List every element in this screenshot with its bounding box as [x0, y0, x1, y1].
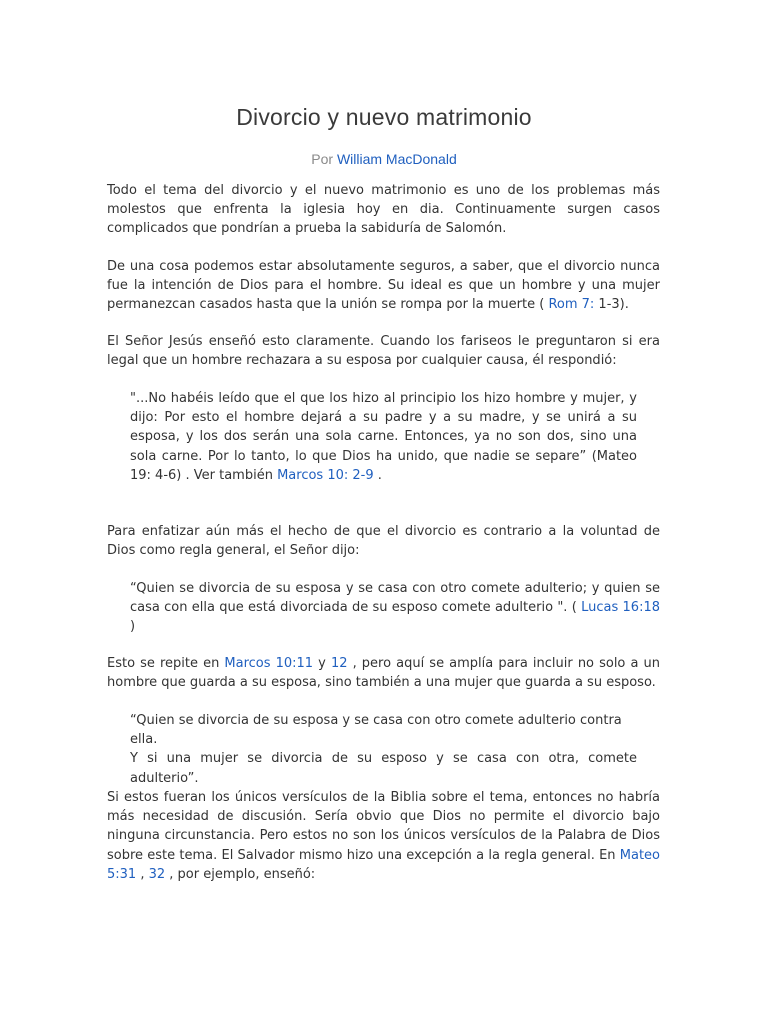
- quote-text: "...No habéis leído que el que los hizo al principio los hizo hombre y mujer, y dijo: Por esto el hombre dejará a su padre y a su madre, y se unirá a su esposa, y los dos serán una sola carne. Entonces, ya no son dos, sino una sola carne. Por lo tanto, lo que Dios ha unido, que nadie se separe” (Mateo 19: 4-6) . Ver también: [130, 391, 637, 483]
- paragraph-text-after: , por ejemplo, enseñó:: [165, 866, 316, 882]
- paragraph-text: Para enfatizar aún más el hecho de que el divorcio es contrario a la voluntad de Dios como regla general, el Señor dijo:: [107, 524, 660, 559]
- paragraph-text-after: 1-3).: [594, 297, 629, 313]
- paragraph-jesus-taught: [107, 332, 660, 370]
- scripture-link-lucas-16-18[interactable]: Lucas 16:18: [581, 600, 660, 616]
- paragraph-intro-text: Todo el tema del divorcio y el nuevo matrimonio es uno de los problemas más molestos que enfrenta la iglesia hoy en dia. Continuamente surgen casos complicados que pondrían a prueba la sabiduría de Salomón.: [107, 183, 660, 237]
- scripture-link-mateo-5-31[interactable]: Mateo 5:31: [107, 847, 660, 882]
- paragraph-repeated: [107, 654, 660, 692]
- paragraph-exception: [107, 788, 660, 884]
- paragraph-text-mid: y: [313, 656, 331, 671]
- blockquote-marcos-10: [130, 711, 637, 788]
- quote-line: “Quien se divorcia de su esposa y se casa con otro comete adulterio contra ella.: [130, 713, 622, 748]
- paragraph-intro: [107, 181, 660, 239]
- paragraph-text: De una cosa podemos estar absolutamente seguros, a saber, que el divorcio nunca fue la intención de Dios para el hombre. Su ideal es que un hombre y una mujer permanezcan casados hasta que la unión se rompa por la muerte (: [107, 259, 660, 313]
- paragraph-text: Esto se repite en: [107, 656, 225, 671]
- quote-text: “Quien se divorcia de su esposa y se casa con otro comete adulterio; y quien se casa con ella que está divorciada de su esposo comete adulterio ". (: [130, 581, 660, 616]
- quote-line: Y si una mujer se divorcia de su esposo y se casa con otra, comete adulterio”.: [130, 751, 637, 786]
- scripture-link-mateo-5-32[interactable]: 32: [148, 866, 166, 882]
- paragraph-text: El Señor Jesús enseñó esto claramente. Cuando los fariseos le preguntaron si era legal que un hombre rechazara a su esposa por cualquier causa, él respondió:: [107, 334, 660, 369]
- scripture-link-rom-7[interactable]: Rom 7:: [548, 297, 595, 313]
- byline-prefix: Por: [311, 151, 337, 167]
- byline: [0, 151, 768, 167]
- paragraph-emphasize: [107, 522, 660, 560]
- paragraph-text-mid: ,: [136, 866, 149, 882]
- scripture-link-marcos-10-11[interactable]: Marcos 10:11: [224, 656, 314, 671]
- scripture-link-marcos-10-12[interactable]: 12: [330, 656, 348, 671]
- scripture-link-marcos-10-2-9[interactable]: Marcos 10: 2-9: [277, 467, 374, 483]
- article-title: Divorcio y nuevo matrimonio: [236, 104, 532, 130]
- author-link[interactable]: William MacDonald: [336, 151, 457, 167]
- blockquote-mateo-19: [130, 389, 637, 485]
- paragraph-text-after: , pero aquí se amplía para incluir no solo a un hombre que guarda a su esposa, sino también a una mujer que guarda a su esposo.: [107, 656, 661, 691]
- blockquote-lucas-16: [130, 579, 660, 637]
- paragraph-text: Si estos fueran los únicos versículos de la Biblia sobre el tema, entonces no habría más necesidad de discusión. Sería obvio que Dios no permite el divorcio bajo ninguna circunstancia. Pero estos no son los únicos versículos de la Palabra de Dios sobre este tema. El Salvador mismo hizo una excepción a la regla general. En: [107, 790, 660, 863]
- paragraph-god-intention: [107, 257, 660, 315]
- quote-text-after: .: [373, 467, 382, 483]
- quote-text-after: ): [130, 619, 136, 635]
